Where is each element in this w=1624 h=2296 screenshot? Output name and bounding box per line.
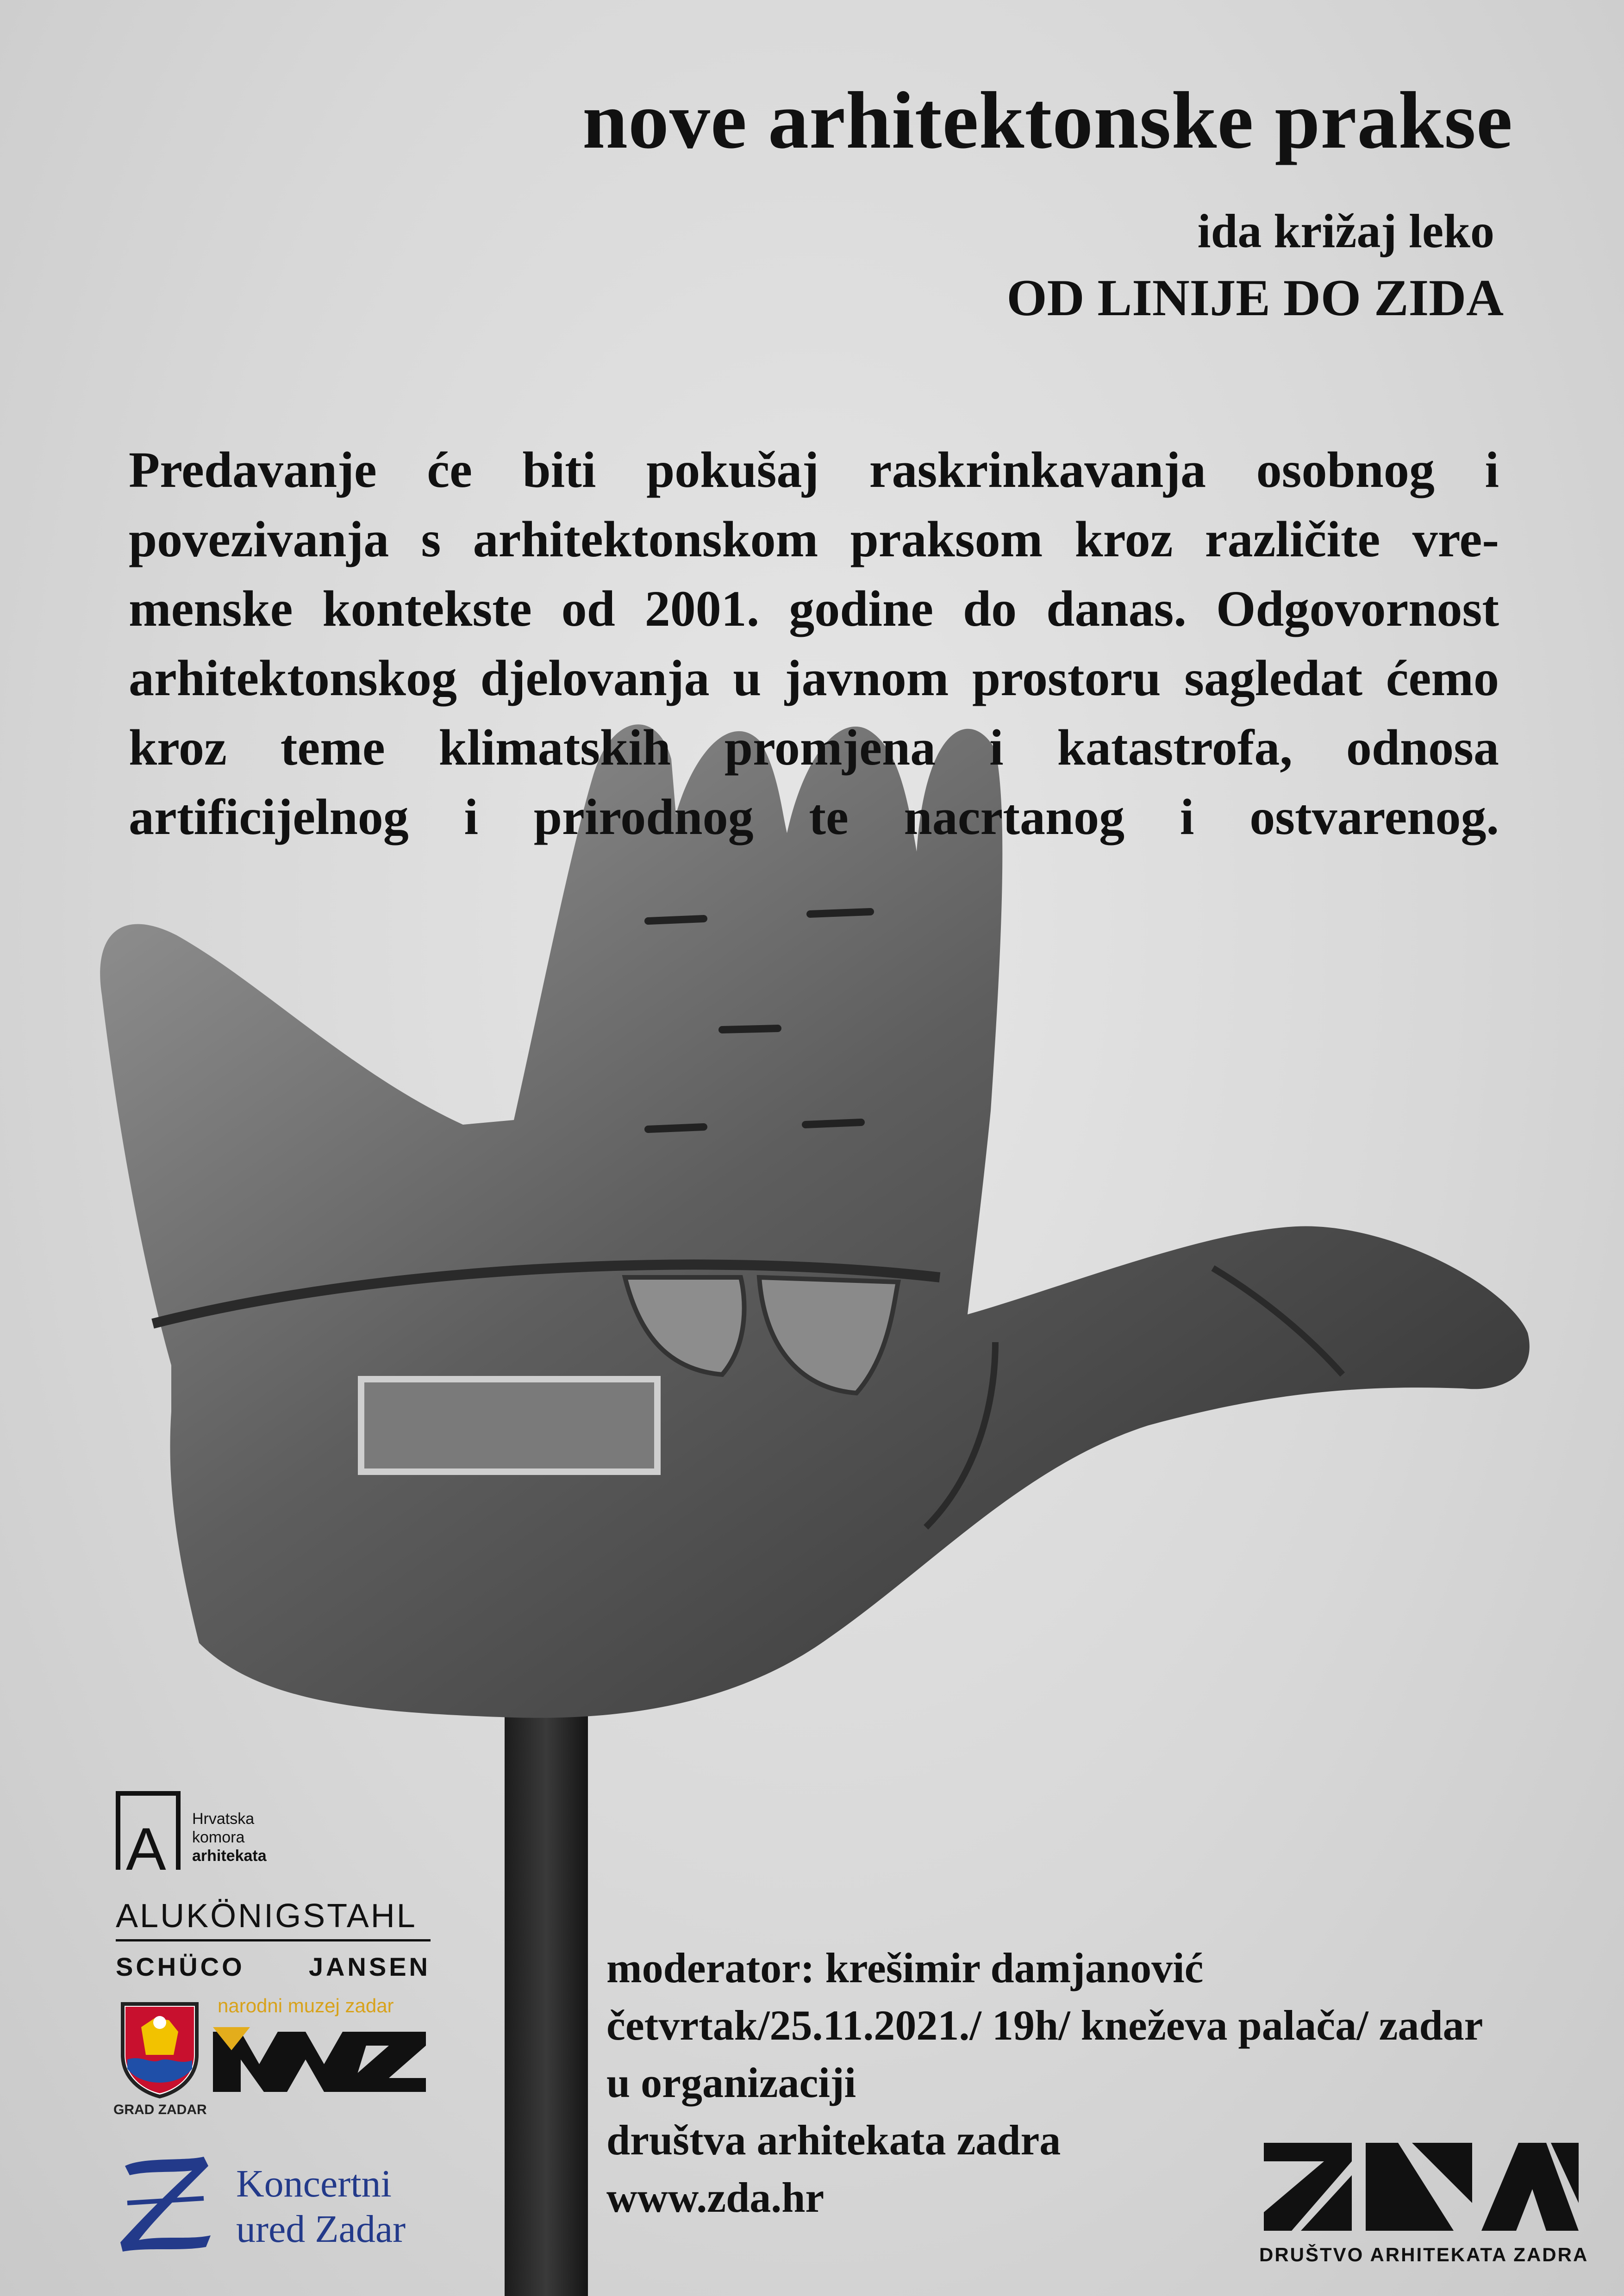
alukoenigstahl-name: ALUKÖNIGSTAHL [116,1898,417,1935]
grad-zadar-logo [113,1999,206,2120]
hka-line-2: komora [192,1829,245,1846]
zda-logo [1259,2134,1589,2268]
datetime-place-line: četvrtak/25.11.2021./ 19h/ kneževa palača/ zadar [606,2002,1483,2049]
alukoenigstahl-logo [116,1898,431,1982]
grad-zadar-label: GRAD ZADAR [113,2102,207,2117]
koncertni-ured-zadar-logo [111,2147,435,2263]
koncertni-line-1: Koncertni [236,2162,392,2205]
author-name: ida križaj leko [1197,205,1494,258]
lecture-title: OD LINIJE DO ZIDA [1006,269,1504,327]
koncertni-line-2: ured Zadar [236,2208,406,2251]
zda-label: DRUŠTVO ARHITEKATA ZADRA [1259,2244,1589,2265]
hka-logo [116,1791,310,1883]
page-title: nove arhitektonske prakse [582,75,1513,166]
grad-zadar-crest-icon [113,1999,206,2099]
lecture-description: Predavanje će biti pokušaj raskrinkavanja osobnog i povezivanja s arhitektonskom praksom kroz različite vremenske kontekste od 2001. godine do danas. Odgovornost arhitektonskog djelovanja u javnom prostoru sagledat ćemo kroz teme klimatskih promjena i katastrofa, odnosa artificijelnog i prirodnog te nacrtanog i ostvarenog. [129,442,1499,845]
hka-letter: A [126,1815,166,1883]
koncertni-text [236,2161,406,2252]
hka-text [192,1810,267,1865]
zda-mark-icon [1259,2134,1583,2240]
jansen-label: JANSEN [308,1952,431,1981]
nmz-label: narodni muzej zadar [218,1995,394,2016]
hka-line-3: arhitekata [192,1847,267,1865]
nmz-mark-icon [213,2022,426,2097]
koncertni-z-icon [111,2147,222,2259]
organizer-line-2: društva arhitekata zadra [606,2116,1061,2164]
hka-line-1: Hrvatska [192,1810,255,1828]
moderator-line: moderator: krešimir damjanović [606,1944,1204,1991]
alukoenigstahl-divider [116,1939,431,1941]
narodni-muzej-zadar-logo [213,1995,426,2097]
organizer-line-1: u organizaciji [606,2059,856,2106]
schueco-label: SCHÜCO [116,1952,245,1981]
website-link[interactable]: www.zda.hr [606,2174,824,2221]
alukoenigstahl-brands [116,1952,431,1982]
